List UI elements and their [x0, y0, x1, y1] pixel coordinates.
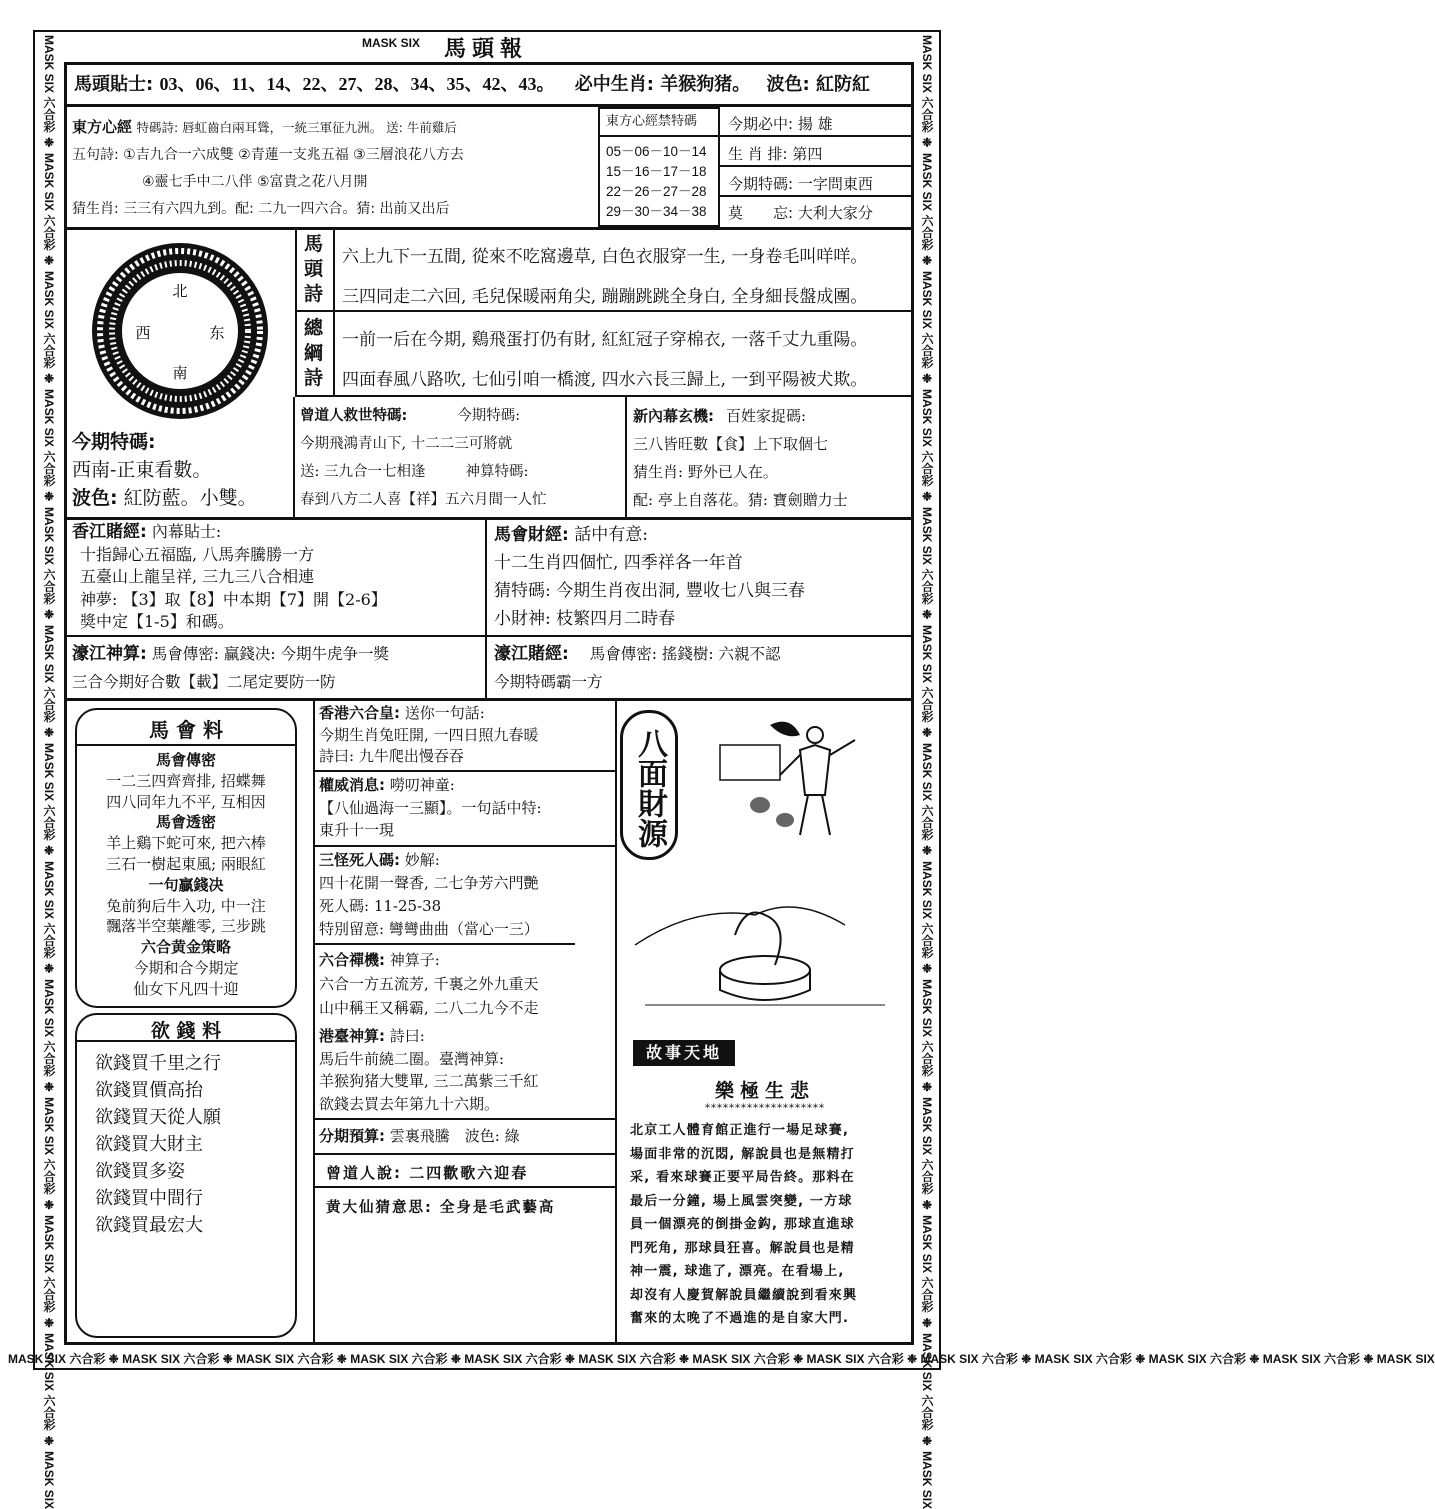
compass-north: 北 [172, 282, 188, 300]
poem-line: 三四同走二六回, 毛兒保暖兩角尖, 蹦蹦跳跳全身白, 全身細長盤成團。 [342, 287, 868, 307]
yuqian-line: 欲錢買天從人願 [95, 1107, 221, 1128]
finance-line: 猜特碼: 今期生肖夜出洞, 豐收七八與三春 [494, 581, 805, 601]
finance-sub: 話中有意: [574, 525, 648, 545]
middle-line: 東升十一現 [319, 821, 395, 839]
neimu-line: 三八皆旺數【食】上下取個七 [633, 435, 829, 453]
story-line: 場面非常的沉悶, 解說員也是無精打 [630, 1146, 855, 1162]
middle-title: 港臺神算: [319, 1027, 385, 1045]
bottom-strip: MASK SIX 六合彩 ❉ MASK SIX 六合彩 ❉ MASK SIX 六合彩 ❉ MASK SIX 六合彩 ❉ MASK SIX 六合彩 ❉ MASK SIX 六合彩 ❉ MASK SIX 六合彩 ❉ MASK SIX 六合彩 ❉ MASK SIX 六合彩 ❉ MASK SIX 六合彩 ❉ MASK SIX 六合彩 ❉ MASK SIX 六合彩 ❉ MASK SIX [8, 1352, 1435, 1366]
middle-title: 香港六合皇: [319, 704, 400, 722]
forbidden-title: 東方心經禁特碼 [606, 114, 698, 129]
xiangjiang-section [72, 521, 387, 634]
divider [625, 397, 627, 517]
zeng-line: 送: 三九合一七相逢 [300, 464, 426, 480]
middle-block [319, 1125, 520, 1146]
story-tag: 故事天地 [633, 1040, 735, 1066]
neimu-sub: 百姓家捉碼: [726, 407, 807, 425]
tips-row [74, 74, 870, 96]
zeng-line: 神算特碼: [465, 464, 529, 480]
guess-line: 猜生肖: 三三有六四九到。配: 二九一四六合。猜: 出前又出后 [72, 201, 450, 217]
zeng-line: 今期飛鴻青山下, 十二二三可將就 [300, 436, 513, 452]
divider [615, 700, 617, 1345]
masthead-title: 馬頭報 [444, 37, 529, 62]
current-color: 紅防藍。小雙。 [123, 487, 257, 509]
divider [293, 397, 295, 517]
middle-sub: 神算子: [389, 951, 440, 969]
dongfang-poem: 特碼詩: 唇虹齒白兩耳聳，一統三軍征九洲。 送: 牛前雞后 [136, 120, 457, 135]
current-section [72, 428, 257, 512]
neimu-title: 新內幕玄機: [633, 407, 714, 425]
color-label: 波色: [766, 74, 810, 95]
side-row [720, 107, 914, 137]
middle-line: 【八仙過海一三顯】。一句話中特: [319, 798, 542, 817]
horse-poem-label: 馬頭詩 [304, 233, 324, 305]
side-value: 一字問東西 [797, 175, 873, 193]
story-stars: ******************** [705, 1103, 825, 1114]
yuqian-line: 欲錢買價高抬 [95, 1080, 203, 1101]
middle-sub: 雲裏飛騰 波色: 綠 [389, 1127, 520, 1145]
finance-title: 馬會財經: [494, 525, 569, 545]
divider [313, 770, 615, 772]
mahui-line: 三石一樹起東風; 兩眼紅 [106, 854, 266, 873]
general-poem-label: 總綱詩 [304, 317, 324, 389]
divider [313, 1118, 615, 1120]
side-value: 第四 [792, 145, 823, 163]
zodiac-label: 必中生肖: [574, 74, 654, 95]
poem-line: 一前一后在今期, 鷄飛蛋打仍有財, 紅紅冠子穿棉衣, 一落千丈九重陽。 [342, 330, 868, 350]
middle-block [319, 948, 539, 1020]
mahui-head: 馬會透密 [155, 813, 216, 832]
forbidden-row: 22－26－27－28 [606, 184, 707, 199]
forbidden-row: 05－06－10－14 [606, 144, 707, 159]
mahui-line: 兔前狗后牛入功, 中一注 [106, 896, 266, 915]
xiangjiang-line: 五臺山上龍呈祥, 三九三八合相連 [80, 567, 315, 586]
yuqian-line: 欲錢買最宏大 [95, 1215, 203, 1236]
right-strip: MASK SIX 六合彩 ❉ MASK SIX 六合彩 ❉ MASK SIX 六合彩 ❉ MASK SIX 六合彩 ❉ MASK SIX 六合彩 ❉ MASK SIX 六合彩 ❉ MASK SIX 六合彩 ❉ MASK SIX 六合彩 ❉ MASK SIX 六合彩 ❉ MASK SIX 六合彩 ❉ MASK SIX 六合彩 ❉ MASK SIX 六合彩 ❉ MASK SIX [920, 35, 934, 1509]
story-line: 却沒有人慶賀解說員繼續說到看來興 [630, 1287, 858, 1303]
poem-line: 六上九下一五間, 從來不吃窩邊草, 白色衣服穿一生, 一身卷毛叫咩咩。 [342, 247, 868, 267]
middle-title: 權威消息: [319, 776, 385, 794]
xiangjiang-line: 十指歸心五福臨, 八馬奔騰勝一方 [80, 544, 315, 564]
haojiang-bet-line: 馬會傳密: 搖錢樹: 六親不認 [589, 645, 781, 663]
story-line: 北京工人體育館正進行一場足球賽, [630, 1123, 850, 1138]
neimu-line: 配: 亭上自落花。猜: 寶劍贈力士 [633, 491, 848, 509]
story-body [630, 1119, 857, 1331]
xiangjiang-sub: 內幕貼士: [151, 522, 222, 541]
middle-title: 分期預算: [319, 1127, 385, 1145]
zeng-title: 曾道人救世特碼: [300, 408, 408, 424]
brand: MASK SIX [362, 36, 421, 50]
middle-sub: 詩曰: [389, 1027, 425, 1045]
middle-sub: 嘮叨神童: [389, 776, 455, 794]
side-box [720, 107, 914, 227]
middle-block [319, 1025, 539, 1115]
color-value: 紅防紅 [816, 74, 871, 95]
middle-title: 三怪死人碼: [319, 851, 400, 869]
side-value: 揚 雄 [797, 115, 833, 133]
divider [64, 698, 914, 701]
current-title: 今期特碼: [72, 431, 156, 453]
yuqian-lines [95, 1050, 221, 1239]
mahui-head: 馬會傳密 [155, 751, 216, 769]
compass-image [85, 236, 275, 426]
mahui-title: 馬 會 料 [149, 718, 223, 742]
illustration-well [625, 875, 910, 1025]
story-line: 神一震, 球進了, 漂亮。在看場上, [630, 1264, 845, 1279]
divider [313, 845, 615, 847]
divider [485, 517, 487, 700]
story-line: 員一個漂亮的倒掛金鈎, 那球直進球 [630, 1217, 855, 1232]
side-row [720, 137, 914, 167]
middle-line: 山中稱王又稱霸, 二八二九今不走 [319, 999, 539, 1017]
story-title: 樂極生悲 [714, 1080, 815, 1102]
compass-east: 东 [209, 324, 225, 342]
forbidden-row: 15－16－17－18 [606, 164, 707, 179]
yuqian-line: 欲錢買多姿 [95, 1161, 185, 1182]
middle-line: 死人碼: 11-25-38 [319, 897, 442, 915]
mahui-content [78, 750, 294, 1000]
bamian-title: 八面財源 [620, 710, 678, 860]
haojiang-bet-title: 濠江賭經: [494, 644, 569, 664]
middle-line: 詩曰: 九牛爬出慢吞吞 [319, 747, 464, 765]
divider [64, 635, 914, 637]
haojiang-bet-line: 今期特碼霸一方 [494, 673, 603, 691]
middle-sub: 送你一句話: [404, 704, 485, 722]
middle-line: 特別留意: 彎彎曲曲（當心一三） [319, 920, 539, 938]
zeng-sub: 今期特碼: [457, 408, 521, 424]
haojiang-calc-line: 馬會傳密: 贏錢决: 今期牛虎争一獎 [151, 645, 390, 663]
divider [313, 1153, 615, 1155]
side-row [720, 167, 914, 197]
mahui-line: 今期和合今期定 [133, 958, 239, 977]
mahui-line: 一二三四齊齊排, 招蝶舞 [106, 771, 266, 790]
illustration-man [690, 705, 905, 845]
divider [333, 227, 335, 397]
mahui-line: 四八同年九不平, 互相因 [106, 792, 266, 811]
middle-line: 欲錢去買去年第九十六期。 [319, 1094, 500, 1113]
dongfang-section [72, 114, 464, 223]
haojiang-calc [72, 640, 389, 696]
tips-label: 馬頭貼士: [74, 74, 154, 95]
yuqian-line: 欲錢買中間行 [95, 1188, 203, 1209]
dongfang-title: 東方心經 [72, 118, 133, 136]
forbidden-numbers [606, 142, 707, 222]
middle-sub: 妙解: [404, 851, 440, 869]
story-line: 最后一分鐘, 場上風雲突變, 一方球 [630, 1193, 853, 1209]
story-line: 門死角, 那球員狂喜。解說員也是精 [630, 1240, 855, 1256]
divider [313, 943, 575, 945]
middle-block [319, 703, 539, 768]
compass-south: 南 [172, 364, 188, 382]
middle-line: 六合一方五流芳, 千裏之外九重天 [319, 975, 539, 993]
haojiang-calc-title: 濠江神算: [72, 644, 147, 664]
wong-tai-sin: 黄大仙猜意思: 全身是毛武藝高 [326, 1200, 556, 1216]
zeng-section [300, 402, 547, 514]
finance-line: 十二生肖四個忙, 四季祥各一年首 [494, 553, 743, 573]
tips-numbers: 03、06、11、14、22、27、28、34、35、42、43。 [159, 74, 555, 94]
finance-section [494, 521, 805, 633]
divider [313, 700, 315, 1345]
divider [64, 517, 914, 520]
zeng-line: 春到八方二人喜【祥】五六月間一人忙 [300, 492, 547, 508]
general-poem-lines [342, 320, 867, 400]
mahui-line: 羊上鷄下蛇可來, 把六棒 [106, 834, 266, 853]
zeng-says: 曾道人說: 二四歡歌六迎春 [326, 1164, 529, 1182]
xiangjiang-line: 神夢: 【3】取【8】中本期【7】開【2-6】 [80, 589, 387, 609]
mahui-line: 仙女下凡四十迎 [133, 979, 239, 998]
horse-poem-lines [342, 237, 867, 317]
five-line: 五句詩: ①吉九合一六成雙 ②青蓮一支兆五福 ③三層浪花八方去 [72, 147, 464, 163]
finance-line: 小財神: 枝繁四月二時春 [494, 609, 676, 629]
poem-line: 四面春風八路吹, 七仙引咱一橋渡, 四水六長三歸上, 一到平陽被犬欺。 [342, 370, 868, 390]
mahui-line: 飄落半空葉離零, 三步跳 [106, 917, 266, 936]
middle-block [319, 774, 542, 842]
compass-west: 西 [135, 324, 151, 342]
neimu-section [633, 402, 848, 514]
story-line: 奮來的太晚了不過進的是自家大門. [630, 1311, 850, 1326]
middle-line: 今期生肖兔旺開, 一四日照九春暖 [319, 725, 539, 744]
side-label: 今期必中: [728, 115, 794, 133]
middle-block [319, 849, 539, 941]
current-color-label: 波色: [72, 487, 118, 509]
middle-line: 馬后牛前繞二圈。臺灣神算: [319, 1049, 505, 1068]
middle-line: 四十花開一聲香, 二七争芳六門艷 [319, 874, 539, 892]
mahui-head: 一句贏錢决 [148, 875, 224, 894]
yuqian-line: 欲錢買大財主 [95, 1134, 203, 1155]
side-label: 莫 忘: [728, 204, 794, 222]
middle-title: 六合禪機: [319, 951, 385, 969]
forbidden-row: 29－30－34－38 [606, 204, 707, 219]
divider [313, 1186, 615, 1188]
divider [76, 744, 296, 746]
side-row [720, 197, 914, 225]
five-line: ④靈七手中二八伴 ⑤富貴之花八月開 [142, 174, 368, 190]
yuqian-title: 欲 錢 料 [150, 1020, 222, 1042]
middle-line: 羊猴狗猪大雙單, 三二萬紫三千紅 [319, 1072, 539, 1090]
side-value: 大利大家分 [797, 204, 873, 222]
left-strip: MASK SIX 六合彩 ❉ MASK SIX 六合彩 ❉ MASK SIX 六合彩 ❉ MASK SIX 六合彩 ❉ MASK SIX 六合彩 ❉ MASK SIX 六合彩 ❉ MASK SIX 六合彩 ❉ MASK SIX 六合彩 ❉ MASK SIX 六合彩 ❉ MASK SIX 六合彩 ❉ MASK SIX 六合彩 ❉ MASK SIX 六合彩 ❉ MASK SIX [42, 35, 56, 1509]
haojiang-bet [494, 640, 781, 696]
side-label: 今期特碼: [728, 175, 794, 193]
neimu-line: 猜生肖: 野外已人在。 [633, 463, 778, 481]
side-label: 生 肖 排: [728, 145, 788, 163]
current-line: 西南-正東看數。 [72, 459, 212, 481]
yuqian-line: 欲錢買千里之行 [95, 1053, 221, 1074]
xiangjiang-title: 香江賭經: [72, 522, 147, 542]
story-line: 采, 看來球賽正要平局告終。那料在 [630, 1170, 855, 1185]
haojiang-calc-line: 三合今期好合數【載】二尾定要防一防 [72, 673, 336, 691]
xiangjiang-line: 獎中定【1-5】和碼。 [80, 612, 234, 631]
zodiac-value: 羊猴狗猪。 [660, 74, 751, 95]
mahui-head: 六合黄金策略 [140, 938, 231, 957]
